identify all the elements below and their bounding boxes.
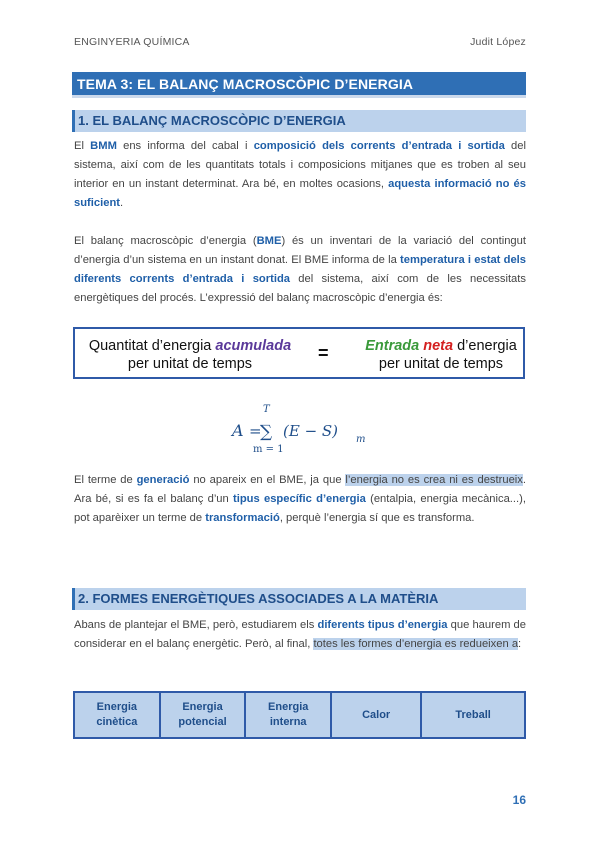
section-2-heading: 2. FORMES ENERGÈTIQUES ASSOCIADES A LA MATÈRIA — [72, 588, 526, 610]
page-header — [74, 36, 526, 52]
text: del sistema, així com de les necessitats energètiques del procés. L’expressió del balanç macroscòpic d’energia és: — [74, 273, 526, 304]
text: El — [74, 140, 91, 152]
text: . Ara bé, si es fa el balanç d’un — [74, 474, 526, 505]
text: . — [120, 197, 124, 209]
bold-term: aquesta informació no és suficient — [74, 178, 526, 209]
table-cell-kinetic: Energia cinètica — [74, 692, 160, 738]
energy-balance-box — [73, 327, 525, 379]
formula-equals: = — [249, 422, 262, 440]
text: per unitat de temps — [378, 356, 504, 372]
bold-term: temperatura i estat dels diferents corrents d’entrada i sortida — [74, 254, 526, 285]
formula-upper-limit: T — [263, 404, 270, 415]
text: , perquè l’energia sí que es transforma. — [279, 512, 475, 524]
energy-forms-table — [73, 691, 526, 739]
section-2-paragraph-1 — [74, 616, 526, 654]
text: Abans de plantejar el BME, però, estudiarem els — [74, 619, 318, 631]
bold-term: BME — [256, 235, 282, 247]
chapter-title: TEMA 3: EL BALANÇ MACROSCÒPIC D’ENERGIA — [72, 72, 526, 98]
table-cell-internal: Energia interna — [245, 692, 331, 738]
equals-sign: = — [318, 343, 329, 363]
header-author: Judit López — [470, 36, 526, 48]
section-1-paragraph-2 — [74, 232, 526, 308]
text: d’energia — [453, 338, 517, 354]
section-1-heading: 1. EL BALANÇ MACROSCÒPIC D’ENERGIA — [72, 110, 526, 132]
accumulation-term — [85, 337, 295, 373]
accumulated-word: acumulada — [215, 338, 292, 354]
input-word: Entrada — [365, 338, 420, 354]
text: ) és un inventari de la variació del contingut d’energia d’un sistema en un instant donat. El BME informa de la — [74, 235, 526, 266]
table-cell-heat: Calor — [331, 692, 421, 738]
formula-lhs: A — [232, 421, 244, 440]
text: del sistema, així com de les quantitats totals i composicions mitjanes que es troben al seu interior en un instant determinat. Ara bé, en moltes ocasions, — [74, 140, 526, 190]
text: Quantitat d’energia — [88, 338, 216, 354]
table-row — [74, 692, 525, 738]
header-subject: ENGINYERIA QUÍMICA — [74, 36, 190, 48]
text: : — [518, 638, 522, 650]
text: El balanç macroscòpic d’energia ( — [74, 235, 257, 247]
text: per unitat de temps — [127, 356, 253, 372]
table-cell-potential: Energia potencial — [160, 692, 246, 738]
bold-term: generació — [136, 474, 190, 486]
text: que haurem de considerar en el balanç energètic. Però, al final, — [74, 619, 526, 650]
bold-term: transformació — [205, 512, 280, 524]
formula-subscript: m — [356, 434, 366, 445]
bold-term: tipus específic d’energia — [233, 493, 366, 505]
net-input-term — [351, 337, 531, 373]
summation-icon: ∑ — [260, 422, 273, 442]
net-word: neta — [423, 338, 454, 354]
page-number: 16 — [512, 793, 526, 807]
text: ens informa del cabal i — [116, 140, 254, 152]
highlighted-text: l’energia no es crea ni es destrueix — [345, 474, 523, 486]
table-cell-work: Treball — [421, 692, 525, 738]
bold-term: diferents tipus d’energia — [317, 619, 448, 631]
highlighted-text: totes les formes d’energia es redueixen a — [313, 638, 519, 650]
summation-formula — [0, 400, 600, 456]
bold-term: composició dels corrents d’entrada i sortida — [253, 140, 505, 152]
text: El terme de — [74, 474, 137, 486]
section-1-paragraph-1 — [74, 137, 526, 213]
bold-term: BMM — [90, 140, 117, 152]
text: (entalpia, energia mecànica...), pot aparèixer un terme de — [74, 493, 526, 524]
text: no apareix en el BME, ja que — [189, 474, 346, 486]
section-1-paragraph-3 — [74, 471, 526, 528]
formula-term: (E − S) — [283, 422, 339, 440]
formula-lower-limit: m = 1 — [253, 444, 284, 455]
